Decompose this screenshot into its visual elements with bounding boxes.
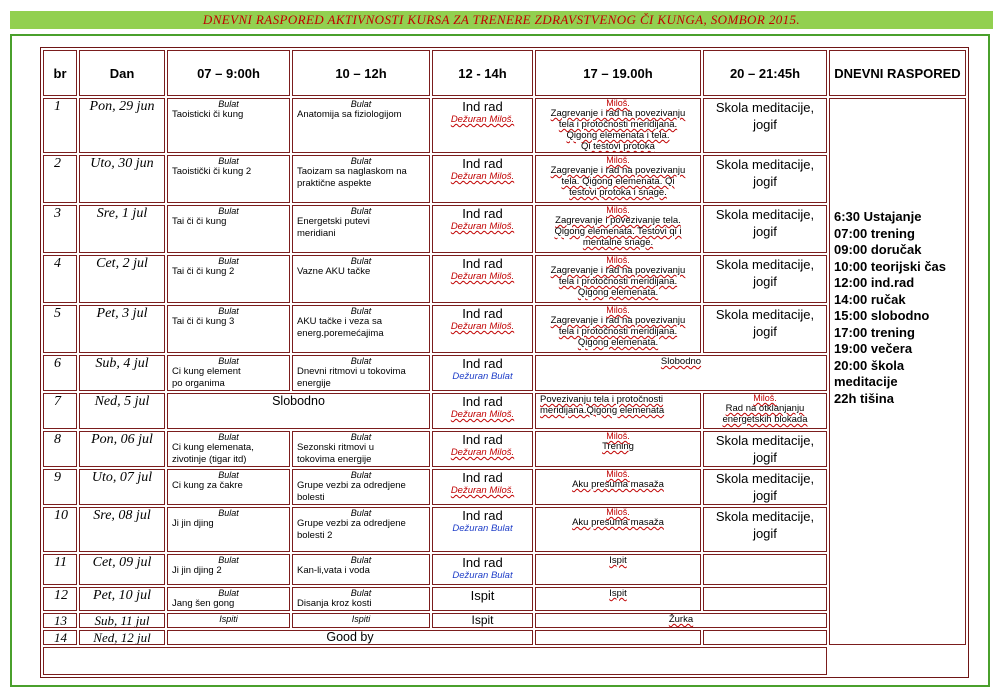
ind-rad: Ind rad (462, 99, 503, 114)
morning-merged-cell: Slobodno (167, 393, 430, 429)
afternoon-text: Ispit (609, 588, 627, 599)
afternoon-merged-cell (535, 355, 827, 391)
row-day: Sub, 4 jul (79, 355, 165, 391)
daily-item: 19:00 večera (834, 341, 913, 356)
ind-rad: Ind rad (462, 508, 503, 523)
afternoon-text: Povezivanju tela i protočnosti meridijana.Qigong elemenata (540, 394, 665, 416)
subject: Dnevni ritmovi u tokovima energije (297, 366, 406, 389)
ind-rad: Ind rad (462, 356, 503, 371)
table-row (43, 205, 966, 253)
afternoon-cell (535, 554, 701, 585)
daily-item: 09:00 doručak (834, 242, 922, 257)
afternoon-merged-cell (535, 613, 827, 628)
daily-item: 10:00 teorijski čas (834, 258, 947, 274)
row-number: 10 (43, 507, 77, 552)
evening-cell: Skola meditacije, jogif (703, 255, 827, 303)
teacher: Bulat (350, 555, 372, 565)
midday-cell (432, 355, 533, 391)
teacher: Bulat (218, 256, 239, 266)
afternoon-text: Trening (602, 441, 634, 452)
afternoon-cell (535, 98, 701, 153)
lecture-cell (292, 305, 430, 353)
midday-cell (432, 554, 533, 585)
duty: Dežuran Miloš. (450, 447, 515, 458)
morning-cell (167, 355, 290, 391)
daily-item: 07:00 trening (834, 225, 915, 241)
table-row (43, 305, 966, 353)
daily-item: 17:00 trening (834, 324, 915, 340)
evening-text: Rad na otklanjanju energetskih blokada (722, 403, 808, 425)
evening-cell: Skola meditacije, jogif (703, 431, 827, 467)
table-row (43, 587, 966, 611)
morning-cell (167, 554, 290, 585)
teacher: Miloš. (606, 98, 630, 108)
row-day: Sub, 11 jul (79, 613, 165, 628)
midday-cell (432, 98, 533, 153)
evening-cell: Skola meditacije, jogif (703, 98, 827, 153)
teacher: Bulat (218, 432, 239, 442)
teacher: Bulat (350, 256, 372, 266)
teacher: Miloš. (606, 205, 630, 215)
row-number: 14 (43, 630, 77, 645)
lecture-cell (292, 554, 430, 585)
title-bar (10, 11, 993, 29)
row-day: Pet, 10 jul (79, 587, 165, 611)
afternoon-text: Aku presuma masaža (572, 517, 664, 528)
subject: Anatomija sa fiziologijom (297, 109, 402, 120)
morning-merged-cell: Good by (167, 630, 533, 645)
evening-cell (703, 630, 827, 645)
midday-cell (432, 507, 533, 552)
ind-rad: Ispit (470, 588, 495, 603)
daily-item: 6:30 Ustajanje (834, 209, 922, 224)
teacher: Bulat (350, 99, 372, 109)
afternoon-text: Aku presuma masaža (572, 479, 664, 490)
teacher: Ispiti (351, 614, 371, 624)
morning-cell (167, 205, 290, 253)
ind-rad: Ind rad (462, 394, 503, 409)
daily-item: 20:00 škola (834, 357, 905, 373)
midday-cell (432, 613, 533, 628)
table-row (43, 355, 966, 391)
teacher: Miloš. (606, 507, 630, 517)
teacher: Bulat (350, 508, 372, 518)
ind-rad: Ind rad (462, 432, 503, 447)
page-title: DNEVNI RASPORED AKTIVNOSTI KURSA ZA TRENERE ZDRAVSTVENOG ČI KUNGA, SOMBOR 2015. (202, 12, 801, 27)
header-evening: 20 – 21:45h (703, 50, 827, 96)
table-row (43, 98, 966, 153)
midday-cell (432, 255, 533, 303)
header-afternoon: 17 – 19.00h (535, 50, 701, 96)
ind-rad: Ind rad (462, 256, 503, 271)
teacher: Bulat (350, 206, 372, 216)
afternoon-text: Žurka (668, 614, 694, 625)
subject: Grupe vezbi za odredjene bolesti 2 (297, 518, 406, 541)
subject: Disanja kroz kosti (297, 598, 372, 609)
ind-rad: Ind rad (462, 470, 503, 485)
morning-cell (167, 98, 290, 153)
evening-cell (703, 587, 827, 611)
header-lecture: 10 – 12h (292, 50, 430, 96)
teacher: Bulat (218, 508, 239, 518)
header-br: br (43, 50, 77, 96)
evening-cell: Skola meditacije, jogif (703, 155, 827, 203)
table-row (43, 431, 966, 467)
evening-cell: Skola meditacije, jogif (703, 205, 827, 253)
subject: Tai či či kung 2 (172, 266, 235, 277)
daily-item: meditacije (834, 374, 898, 389)
teacher: Bulat (350, 356, 372, 366)
evening-cell (703, 393, 827, 429)
teacher: Miloš. (606, 255, 630, 265)
header-day: Dan (79, 50, 165, 96)
afternoon-cell (535, 630, 701, 645)
lecture-cell (292, 205, 430, 253)
subject: Ci kung za čakre (172, 480, 243, 491)
lecture-cell (292, 431, 430, 467)
midday-cell (432, 393, 533, 429)
row-number: 6 (43, 355, 77, 391)
afternoon-text: Zagrevanje i povezivanje tela. Qigong elemenata. Testovi qi i mentalne snage. (554, 215, 682, 248)
afternoon-text: Zagrevanje i rad na povezivanju tela i protočnosti meridijana. Qigong elemenata i tela. Qi testovi protoka (550, 108, 686, 152)
teacher: Bulat (218, 306, 239, 316)
schedule-table (40, 47, 969, 678)
afternoon-text: Zagrevanje i rad na povezivanju tela i protočnosti meridijana. Qigong elemenata. (550, 315, 686, 348)
daily-item: 14:00 ručak (834, 291, 906, 307)
teacher: Miloš. (606, 431, 630, 441)
teacher: Ispiti (219, 614, 238, 624)
afternoon-text: Zagrevanje i rad na povezivanju tela. Qigong elemenata. Qi testovi protoka i snage. (550, 165, 686, 198)
daily-item: 15:00 slobodno (834, 308, 930, 323)
row-number: 7 (43, 393, 77, 429)
row-number: 13 (43, 613, 77, 628)
subject: Ji jin djing 2 (172, 565, 222, 576)
afternoon-cell (535, 305, 701, 353)
morning-cell (167, 305, 290, 353)
row-number: 8 (43, 431, 77, 467)
subject: Tai či či kung (172, 216, 227, 227)
afternoon-cell (535, 469, 701, 505)
subject: Tai či či kung 3 (172, 316, 235, 327)
subject: AKU tačke i veza sa energ.poremećajima (297, 316, 384, 339)
row-day: Cet, 09 jul (79, 554, 165, 585)
lecture-cell (292, 155, 430, 203)
duty: Dežuran Bulat (452, 523, 513, 534)
teacher: Bulat (218, 588, 239, 598)
morning-cell (167, 469, 290, 505)
table-row (43, 554, 966, 585)
midday-cell (432, 587, 533, 611)
afternoon-cell (535, 205, 701, 253)
lecture-cell (292, 255, 430, 303)
morning-cell (167, 507, 290, 552)
duty: Dežuran Bulat (452, 570, 513, 581)
duty: Dežuran Miloš. (450, 409, 515, 420)
teacher: Miloš. (753, 393, 777, 403)
row-number: 1 (43, 98, 77, 153)
ind-rad: Ind rad (462, 306, 503, 321)
afternoon-cell (535, 393, 701, 429)
duty: Dežuran Miloš. (450, 485, 515, 496)
teacher: Bulat (218, 555, 239, 565)
lecture-cell (292, 613, 430, 628)
ind-rad: Ind rad (462, 206, 503, 221)
row-day: Ned, 12 jul (79, 630, 165, 645)
duty: Dežuran Miloš. (450, 114, 515, 125)
morning-cell (167, 613, 290, 628)
afternoon-text: Zagrevanje i rad na povezivanju tela i protočnosti meridijana. Qigong elemenata. (550, 265, 686, 298)
row-number: 9 (43, 469, 77, 505)
midday-cell (432, 431, 533, 467)
subject: Taoistički či kung 2 (172, 166, 252, 177)
evening-cell: Skola meditacije, jogif (703, 305, 827, 353)
evening-cell (703, 554, 827, 585)
duty: Dežuran Miloš. (450, 271, 515, 282)
teacher: Bulat (218, 99, 239, 109)
duty: Dežuran Miloš. (450, 321, 515, 332)
afternoon-text: Slobodno (660, 356, 702, 367)
duty: Dežuran Bulat (452, 371, 513, 382)
ind-rad: Ind rad (462, 156, 503, 171)
subject: Grupe vezbi za odredjene bolesti (297, 480, 406, 503)
subject: Jang šen gong (172, 598, 235, 609)
subject: Kan-li,vata i voda (297, 565, 370, 576)
table-row (43, 630, 966, 645)
row-day: Pon, 06 jul (79, 431, 165, 467)
daily-schedule-cell (829, 98, 966, 645)
table-row (43, 155, 966, 203)
lecture-cell (292, 507, 430, 552)
teacher: Bulat (350, 470, 372, 480)
row-number: 12 (43, 587, 77, 611)
row-day: Pet, 3 jul (79, 305, 165, 353)
evening-cell: Skola meditacije, jogif (703, 469, 827, 505)
row-number: 11 (43, 554, 77, 585)
row-day: Uto, 30 jun (79, 155, 165, 203)
subject: Energetski putevi meridiani (297, 216, 370, 239)
midday-cell (432, 305, 533, 353)
row-day: Cet, 2 jul (79, 255, 165, 303)
header-row (43, 50, 966, 96)
row-day: Uto, 07 jul (79, 469, 165, 505)
daily-item: 12:00 ind.rad (834, 275, 915, 290)
subject: Ci kung elemenata, zivotinje (tigar itd) (172, 442, 254, 465)
afternoon-text: Ispit (609, 555, 627, 566)
duty: Dežuran Miloš. (450, 171, 515, 182)
row-number: 2 (43, 155, 77, 203)
midday-cell (432, 469, 533, 505)
teacher: Miloš. (606, 155, 630, 165)
midday-cell (432, 205, 533, 253)
lecture-cell (292, 469, 430, 505)
lecture-cell (292, 355, 430, 391)
ind-rad: Ind rad (462, 555, 503, 570)
subject: Taoizam sa naglaskom na praktične aspekte (297, 166, 407, 189)
teacher: Bulat (218, 356, 239, 366)
table-row (43, 469, 966, 505)
table-row (43, 507, 966, 552)
subject: Taoisticki či kung (172, 109, 244, 120)
lecture-cell (292, 98, 430, 153)
row-day: Sre, 1 jul (79, 205, 165, 253)
ind-rad: Ispit (471, 613, 494, 627)
row-day: Pon, 29 jun (79, 98, 165, 153)
teacher: Miloš. (606, 305, 630, 315)
table-row (43, 393, 966, 429)
teacher: Bulat (350, 156, 372, 166)
afternoon-cell (535, 155, 701, 203)
midday-cell (432, 155, 533, 203)
afternoon-cell (535, 587, 701, 611)
table-row (43, 613, 966, 628)
teacher: Bulat (350, 432, 372, 442)
row-number: 4 (43, 255, 77, 303)
subject: Ci kung element po organima (172, 366, 241, 389)
afternoon-cell (535, 507, 701, 552)
subject: Ji jin djing (172, 518, 214, 529)
afternoon-cell (535, 431, 701, 467)
teacher: Bulat (350, 306, 372, 316)
morning-cell (167, 587, 290, 611)
header-midday: 12 - 14h (432, 50, 533, 96)
morning-cell (167, 155, 290, 203)
table-row (43, 255, 966, 303)
row-number: 5 (43, 305, 77, 353)
lecture-cell (292, 587, 430, 611)
daily-item: 22h tišina (834, 390, 894, 406)
row-number: 3 (43, 205, 77, 253)
header-daily-schedule: DNEVNI RASPORED (829, 50, 966, 96)
morning-cell (167, 255, 290, 303)
teacher: Bulat (218, 156, 239, 166)
subject: Sezonski ritmovi u tokovima energije (297, 442, 375, 465)
row-day: Sre, 08 jul (79, 507, 165, 552)
subject: Vazne AKU tačke (297, 266, 371, 277)
teacher: Bulat (218, 206, 239, 216)
teacher: Miloš. (606, 469, 630, 479)
duty: Dežuran Miloš. (450, 221, 515, 232)
row-day: Ned, 5 jul (79, 393, 165, 429)
teacher: Bulat (218, 470, 239, 480)
empty-row (43, 647, 966, 675)
afternoon-cell (535, 255, 701, 303)
teacher: Bulat (350, 588, 372, 598)
morning-cell (167, 431, 290, 467)
header-morning: 07 – 9:00h (167, 50, 290, 96)
empty-cell (43, 647, 827, 675)
evening-cell: Skola meditacije, jogif (703, 507, 827, 552)
